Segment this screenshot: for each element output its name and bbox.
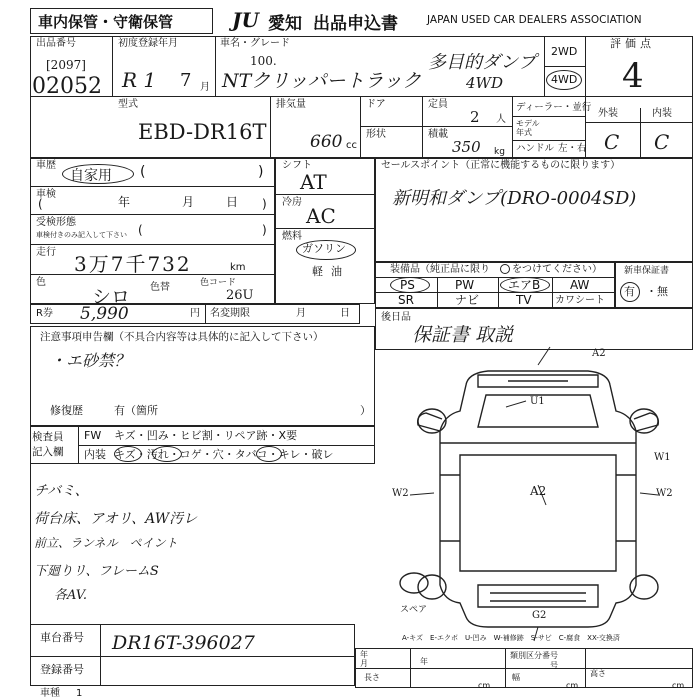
accept-paren: ( (138, 223, 143, 237)
load-value: 350 (452, 138, 481, 156)
exterior-label: 外装 (598, 108, 618, 119)
model-4wd-hand: 4WD (466, 74, 503, 92)
association-name: JAPAN USED CAR DEALERS ASSOCIATION (427, 14, 642, 26)
color-code-value: 26U (226, 288, 254, 303)
chassis-label: 車台番号 (40, 631, 84, 644)
score-value: 4 (622, 56, 644, 96)
col-divider (215, 36, 216, 96)
color-value: シロ (92, 286, 131, 308)
option-4wd: 4WD (551, 73, 578, 86)
lot-sub: [2097] (46, 58, 86, 72)
inspector-hand-line4: 下廻りリ、フレームS (34, 564, 159, 579)
form-top-grid (30, 36, 693, 158)
equip-aw: AW (570, 278, 590, 292)
spec-cm2: cm (566, 681, 579, 690)
diagram-a2-top: A2 (592, 348, 606, 359)
model-label: 車名・グレード (220, 38, 290, 49)
equip-ps: PS (400, 278, 415, 292)
after-items-label: 後日品 (381, 312, 411, 323)
shift-value: AT (300, 170, 327, 194)
row-divider (275, 194, 375, 195)
color-label: 色 (36, 277, 46, 288)
lot-number: 02052 (32, 74, 102, 99)
footer-type-value: 1 (76, 688, 83, 699)
shape-label: 形状 (366, 129, 386, 140)
new-warranty-label: 新車保証書 (624, 266, 670, 276)
model-year-label: モデル 年式 (516, 119, 540, 137)
equip-pw: PW (455, 278, 475, 292)
spec-cm1: cm (478, 681, 491, 690)
accept-paren-close: ) (262, 223, 267, 237)
inspection-paren: ( (38, 197, 43, 211)
history-paren-close: ) (258, 164, 264, 180)
capacity-unit: 人 (496, 114, 506, 125)
type-value: EBD-DR16T (138, 120, 267, 144)
row-divider (360, 126, 512, 127)
displacement-unit: cc (346, 140, 357, 151)
diagram-w2-left: W2 (392, 488, 409, 499)
inspector-fw: FW (84, 429, 102, 442)
equip-leather-seat: カワシート (555, 295, 605, 306)
after-items-value: 保証書 取説 (412, 324, 514, 346)
col-divider (437, 277, 438, 308)
col-divider (360, 96, 361, 158)
spec-class-sub: 号 (550, 661, 558, 670)
displacement-value: 660 (310, 132, 343, 152)
diagram-u1: U1 (530, 396, 545, 407)
model-extra: 多目的ダンプ (428, 52, 537, 73)
exterior-value: C (604, 130, 620, 154)
brand-name: 愛知 (268, 14, 302, 34)
inspection-day: 日 (226, 195, 239, 209)
page-left-edge (30, 464, 31, 624)
spec-cm3: cm (672, 681, 685, 690)
interior-mark-circle (114, 446, 142, 462)
notes-label: 注意事項申告欄（不具合内容等は具体的に記入して下さい） (40, 331, 324, 343)
dealer-label: ディーラー・並行 (516, 102, 592, 113)
col-divider (100, 624, 101, 686)
history-label: 車歴 (36, 160, 56, 171)
sales-point-label: セールスポイント（正常に機能するものに限ります） (381, 160, 621, 171)
inspector-label: 検査員 記入欄 (32, 431, 64, 458)
equip-navi: ナビ (455, 293, 480, 307)
name-change-day: 日 (340, 308, 350, 319)
equip-tv: TV (516, 293, 532, 307)
inspector-hand-line2: 荷台床、アオリ、AW汚レ (34, 511, 198, 527)
handle-options: 左・右 (558, 143, 587, 154)
color-change-label: 色替 (150, 282, 170, 293)
color-code-label: 色コード (200, 278, 237, 288)
row-divider (512, 140, 585, 141)
row-divider (30, 186, 275, 187)
ac-value: AC (306, 204, 336, 228)
diagram-w1: W1 (654, 452, 671, 463)
grade-hand: 100. (250, 54, 277, 68)
diagram-spare: スペア (400, 605, 428, 615)
ju-logo: JU (232, 8, 259, 32)
equipment-label: 装備品（純正品に限り (390, 264, 490, 275)
col-divider (552, 277, 553, 308)
type-label: 型式 (118, 99, 138, 110)
inspector-interior-items: キズ・汚れ・コゲ・穴・タバコ・キレ・破レ (114, 448, 334, 461)
displacement-label: 排気量 (276, 99, 306, 110)
r-ticket-label: R券 (36, 308, 53, 319)
col-divider (422, 96, 423, 158)
row-divider (30, 244, 275, 245)
form-title: 出品申込書 (313, 14, 398, 34)
col-divider (112, 36, 113, 96)
r-ticket-unit: 円 (190, 308, 200, 319)
chassis-value: DR16T-396027 (112, 632, 255, 654)
equip-airbag: エアB (508, 278, 541, 292)
row-divider (585, 122, 693, 123)
score-label: 評価点 (610, 37, 655, 50)
row-divider (275, 228, 375, 229)
row-divider (355, 668, 693, 669)
spec-class-label: 類別区分番号 (510, 651, 558, 660)
sales-point-block (375, 158, 693, 262)
doors-label: ドア (366, 99, 386, 110)
spec-width-label: 幅 (512, 673, 520, 682)
col-divider (544, 66, 585, 67)
diagram-w2-right: W2 (656, 488, 673, 499)
mileage-label: 走行 (36, 247, 56, 258)
option-2wd: 2WD (551, 45, 578, 58)
warranty-yes: 有 (624, 285, 635, 298)
diagram-a2-mid: A2 (530, 484, 547, 498)
reg-month: 7 (180, 70, 192, 91)
load-label: 積載 (428, 129, 448, 140)
storage-label: 車内保管・守衛保管 (38, 13, 174, 31)
col-divider (585, 36, 586, 158)
repair-close: ） (360, 404, 371, 417)
inspector-hand-line1: チバミ、 (34, 483, 89, 499)
row-divider (30, 656, 355, 657)
row-divider (30, 214, 275, 215)
inspection-paren-close: ) (262, 197, 267, 211)
repair-value: 有（箇所 (114, 404, 158, 417)
equipment-mark-circle (500, 264, 510, 274)
inspection-label: 車検 (36, 189, 56, 200)
accept-note: 車検付きのみ記入して下さい (36, 231, 127, 239)
notes-line1: ・エ砂禁？ (50, 351, 131, 370)
footer-type-label: 車種 (40, 688, 60, 699)
fuel-label: 燃料 (282, 231, 302, 242)
col-divider (640, 108, 641, 158)
repair-label: 修復歴 (50, 404, 83, 417)
interior-value: C (654, 130, 670, 154)
inspector-hand-line3: 前立、ランネル ペイント (34, 536, 178, 550)
inspection-month: 月 (182, 195, 195, 209)
ac-label: 冷房 (282, 197, 302, 208)
fuel-gas: ガソリン (302, 242, 346, 255)
row-divider (30, 96, 693, 97)
interior-mark-circle (256, 446, 282, 462)
col-divider (498, 277, 499, 308)
r-ticket-value: 5,990 (80, 304, 129, 324)
history-value: 自家用 (70, 168, 112, 184)
interior-label: 内装 (652, 108, 672, 119)
mileage-value: 3万7千732 (74, 252, 192, 276)
spec-year-label: 年 (420, 657, 428, 666)
history-paren: ( (140, 164, 146, 180)
warranty-no: ・無 (646, 285, 668, 298)
diagram-legend: A-キズ E-エクボ U-凹み W-補修跡 S-サビ C-腐食 XX-交換済 (402, 634, 620, 642)
name-change-month: 月 (296, 308, 306, 319)
inspector-exterior-items: キズ・凹み・ヒビ割・リペア跡・X要 (114, 429, 298, 442)
load-unit: kg (494, 147, 505, 157)
capacity-value: 2 (470, 108, 480, 126)
diagram-g2: G2 (532, 610, 547, 621)
accept-label: 受検形態 (36, 217, 76, 228)
col-divider (270, 96, 271, 158)
shift-label: シフト (282, 160, 312, 171)
lot-label: 出品番号 (36, 38, 76, 49)
interior-mark-circle (152, 446, 182, 462)
reg-year-label: 初度登録年月 (118, 38, 178, 49)
mileage-unit: km (230, 262, 246, 273)
reg-month-unit: 月 (200, 82, 210, 93)
row-divider (512, 116, 585, 117)
spec-length-label: 長さ (364, 673, 380, 682)
equip-sr: SR (398, 293, 414, 307)
inspector-interior-label: 内装 (84, 448, 106, 461)
name-change-label: 名変期限 (210, 308, 250, 319)
col-divider (512, 96, 513, 158)
inspector-hand-line5: 各AV. (54, 588, 87, 603)
equipment-label-tail: をつけてください） (512, 264, 602, 275)
reg-era: R 1 (122, 68, 157, 92)
capacity-label: 定員 (428, 99, 448, 110)
col-divider (205, 304, 206, 324)
spec-mark-label: 年 月 (360, 650, 368, 668)
spec-height-label: 高さ (590, 669, 606, 678)
handle-label: ハンドル (516, 143, 555, 154)
sales-point-value: 新明和ダンプ(DRO-0004SD) (392, 188, 637, 209)
inspection-year: 年 (118, 195, 131, 209)
reg-number-label: 登録番号 (40, 663, 84, 676)
model-hand: NTクリッパートラック (222, 70, 422, 92)
fuel-diesel: 軽油 (312, 265, 350, 278)
